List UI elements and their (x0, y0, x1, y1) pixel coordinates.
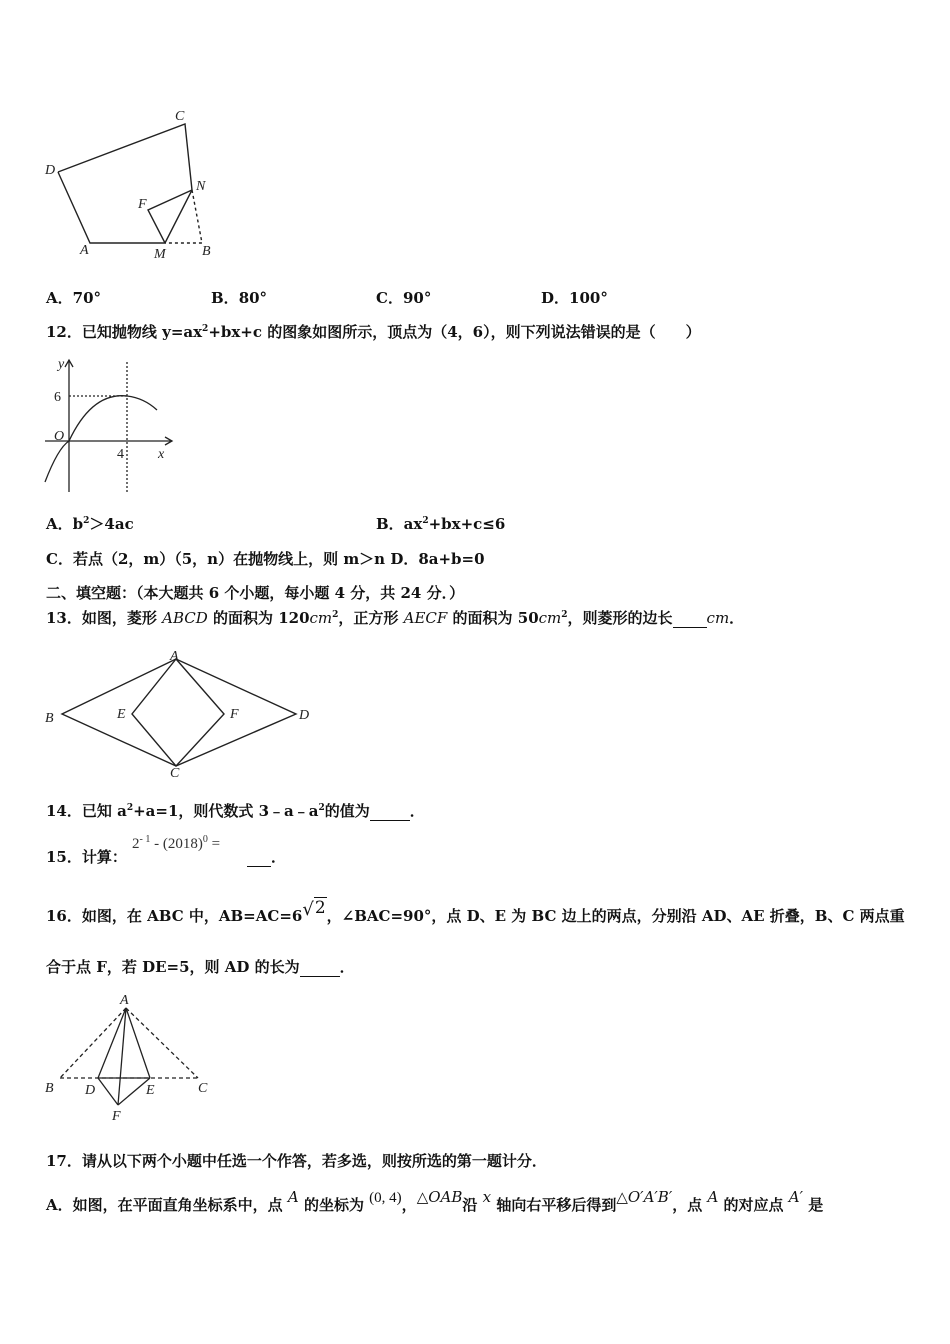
q16-ad (98, 1008, 126, 1078)
q16-label-b: B (45, 1081, 54, 1096)
q12-option-a: A．$b^2>4ac$ (46, 515, 134, 533)
q11-figure (40, 100, 240, 265)
q12-parabola-figure (40, 352, 180, 497)
q13-label-c: C (170, 766, 180, 780)
q15-label: 15．计算： (46, 848, 127, 866)
q12-label-o: O (54, 429, 65, 444)
q11-polygon (58, 124, 192, 243)
q13-answer-blank[interactable] (673, 609, 707, 628)
q12-label-6: 6 (54, 390, 61, 405)
q16-af (118, 1008, 126, 1105)
q13-label-e: E (117, 707, 126, 722)
q11-option-b: B．80° (211, 289, 268, 307)
q16-label-a: A (120, 993, 129, 1008)
q11-dashed-lines (165, 190, 202, 243)
q12-label-4: 4 (117, 447, 124, 462)
q17-part-a: A．如图，在平面直角坐标系中，点 A 的坐标为 (0, 4)，△OAB沿 x 轴向右平移后得到△O′A′B′，点 A 的对应点 A′ 是 (46, 1188, 824, 1214)
q12-label-y: y (58, 357, 65, 372)
q11-label-n: N (196, 179, 206, 194)
q15-answer-blank[interactable] (247, 848, 271, 867)
q12-option-cd: C．若点（2，m）（5，n）在抛物线上，则 m＞n D．8a+b=0 (46, 550, 485, 568)
q11-option-c: C．90° (376, 289, 432, 307)
q16-df (98, 1078, 118, 1105)
q16-stem-line2: 合于点 F，若 DE=5，则 AD 的长为 ． (46, 958, 355, 976)
q11-option-d: D．100° (541, 289, 608, 307)
q13-label-d: D (299, 708, 310, 723)
q13-label-a: A (170, 649, 179, 664)
q13-label-f: F (230, 707, 239, 722)
q11-label-b: B (202, 244, 211, 259)
q13-stem: 13．如图，菱形 ABCD 的面积为 $120cm^2$，正方形 AECF 的面积为 $50cm^2$，则菱形的边长 cm． (46, 609, 745, 627)
q15-expression: $2^{- 1} - (2018)^0$ = (132, 834, 221, 852)
q11-label-a: A (80, 243, 89, 258)
q17-stem: 17．请从以下两个小题中任选一个作答，若多选，则按所选的第一题计分． (46, 1152, 547, 1170)
q13-rhombus (62, 659, 296, 766)
q16-ab-dashed (60, 1008, 126, 1078)
q16-triangle-figure (40, 990, 220, 1125)
q14-answer-blank[interactable] (370, 802, 410, 821)
q16-answer-blank[interactable] (300, 958, 340, 977)
q13-label-b: B (45, 711, 54, 726)
q11-label-c: C (175, 109, 185, 124)
q15-answer: ． (247, 846, 286, 867)
q11-label-d: D (45, 163, 56, 178)
q16-label-c: C (198, 1081, 208, 1096)
q11-fold-triangle (148, 190, 192, 243)
q12-stem: 12．已知抛物线 $y=ax^2+bx+c$ 的图象如图所示，顶点为（4，6），则下列说法错误的是（ ） (46, 323, 701, 341)
q16-label-d: D (85, 1083, 96, 1098)
q11-option-a: A．70° (46, 289, 102, 307)
q16-stem-line1: 16．如图，在 ABC 中，AB=AC=6√2，∠BAC=90°，点 D、E 为 BC 边上的两点，分别沿 AD、AE 折叠，B、C 两点重 (46, 898, 905, 925)
q11-label-f: F (138, 197, 147, 212)
section-2-heading: 二、填空题：（本大题共 6 个小题，每小题 4 分，共 24 分．） (46, 584, 465, 602)
q16-label-f: F (112, 1109, 121, 1124)
q13-rhombus-figure (40, 645, 315, 780)
q14-stem: 14．已知 $a^2+a=1$，则代数式 $3﹣a﹣a^2$的值为 ． (46, 802, 425, 820)
q11-label-m: M (154, 247, 166, 262)
q12-option-b: B．$ax^2+bx+c\le 6$ (376, 515, 506, 533)
q12-label-x: x (158, 447, 165, 462)
q16-ae (126, 1008, 150, 1078)
q16-ac-dashed (126, 1008, 198, 1078)
q16-label-e: E (146, 1083, 155, 1098)
